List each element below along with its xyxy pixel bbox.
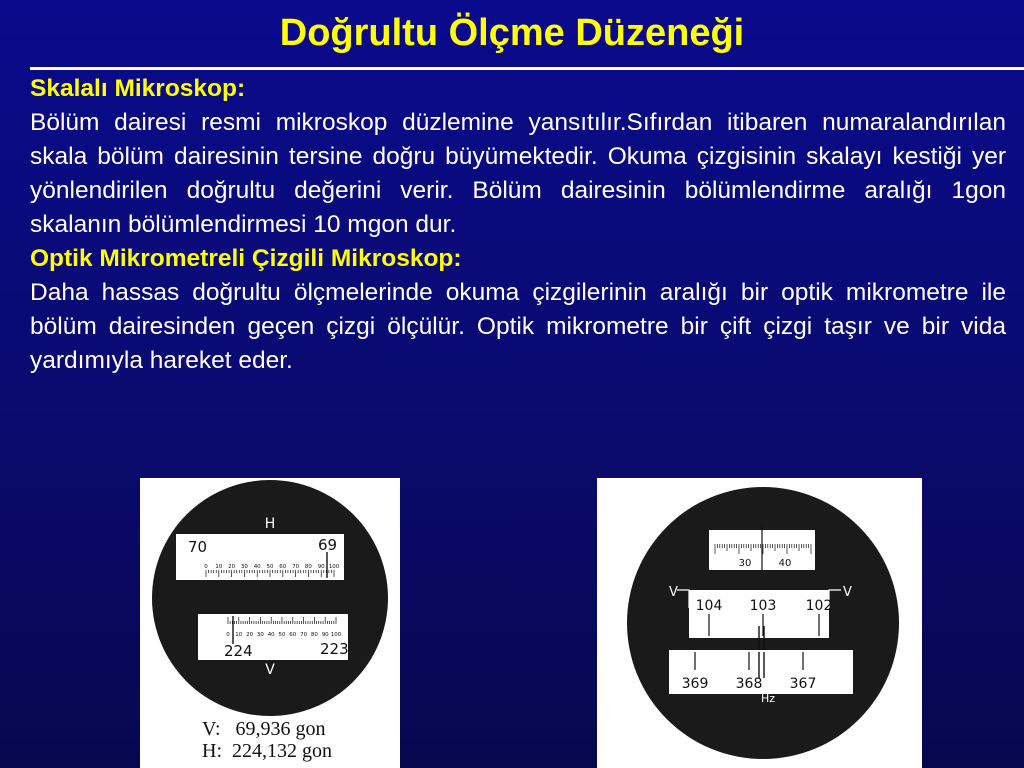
upper-left-number: 70 — [188, 538, 208, 556]
hz-number-369: 369 — [681, 676, 709, 692]
scale-tick-label: 50 — [278, 632, 286, 638]
upper-right-number: 69 — [318, 536, 338, 554]
micrometer-label-40: 40 — [778, 558, 792, 569]
scale-tick-label: 90 — [317, 564, 325, 570]
slide-title: Doğrultu Ölçme Düzeneği — [279, 12, 745, 54]
caption-h-reading: H: 224,132 gon — [202, 740, 332, 762]
v-marker-right: V — [843, 585, 852, 600]
title-divider — [30, 67, 1024, 70]
lower-left-number: 224 — [224, 642, 253, 660]
micrometer-label-30: 30 — [738, 558, 752, 569]
section-text-optical-micrometer: Daha hassas doğrultu ölçmelerinde okuma çizgilerinin aralığı bir optik mikrometre ile bölüm dairesinden geçen çizgi ölçülür. Optik mikrometre bir çift çizgi taşır ve bir vida yardımıyla hareket eder. — [30, 279, 1006, 374]
scale-tick-label: 60 — [289, 632, 297, 638]
scale-tick-label: 100 — [328, 564, 340, 570]
hz-label: Hz — [761, 692, 776, 705]
scale-tick-label: 10 — [215, 564, 223, 570]
v-number-104: 104 — [695, 598, 723, 614]
h-label: H — [264, 516, 276, 532]
scale-tick-label: 100 — [330, 632, 342, 638]
optical-micrometer-figure — [597, 478, 922, 768]
scale-tick-label: 20 — [246, 632, 254, 638]
scale-tick-label: 0 — [204, 564, 208, 570]
hz-number-367: 367 — [789, 676, 817, 692]
scale-tick-label: 60 — [279, 564, 287, 570]
scale-tick-label: 20 — [228, 564, 236, 570]
caption-v-reading: V: 69,936 gon — [202, 718, 326, 740]
v-number-102: 102 — [805, 598, 833, 614]
scale-tick-label: 80 — [304, 564, 312, 570]
v-label: V — [265, 662, 275, 678]
scale-tick-label: 40 — [253, 564, 261, 570]
v-marker-left: V — [669, 585, 678, 600]
scale-tick-label: 90 — [321, 632, 329, 638]
section-heading-scale-microscope: Skalalı Mikroskop: — [30, 75, 246, 102]
scale-microscope-figure — [140, 478, 400, 768]
scale-tick-label: 50 — [266, 564, 274, 570]
v-number-103: 103 — [749, 598, 777, 614]
slide-content — [30, 72, 1006, 378]
scale-tick-label: 80 — [310, 632, 318, 638]
section-text-scale-microscope: Bölüm dairesi resmi mikroskop düzlemine yansıtılır.Sıfırdan itibaren numaralandırılan skala bölüm dairesinin tersine doğru büyümektedir. Okuma çizgisinin skalayı kestiği yer yönlendirilen doğrultu değerini verir. Bölüm dairesinin bölümlendirme aralığı 1gon skalanın bölümlendirmesi 10 mgon dur. — [30, 109, 1006, 238]
section-heading-optical-micrometer: Optik Mikrometreli Çizgili Mikroskop: — [30, 245, 462, 272]
scale-tick-label: 30 — [240, 564, 248, 570]
scale-tick-label: 70 — [292, 564, 300, 570]
optical-micrometer-view — [597, 478, 922, 768]
scale-tick-label: 30 — [256, 632, 264, 638]
scale-tick-label: 40 — [267, 632, 275, 638]
scale-tick-label: 70 — [300, 632, 308, 638]
scale-tick-label: 10 — [235, 632, 243, 638]
lower-right-number: 223 — [320, 640, 349, 658]
hz-number-368: 368 — [735, 676, 763, 692]
scale-tick-label: 0 — [226, 632, 230, 638]
